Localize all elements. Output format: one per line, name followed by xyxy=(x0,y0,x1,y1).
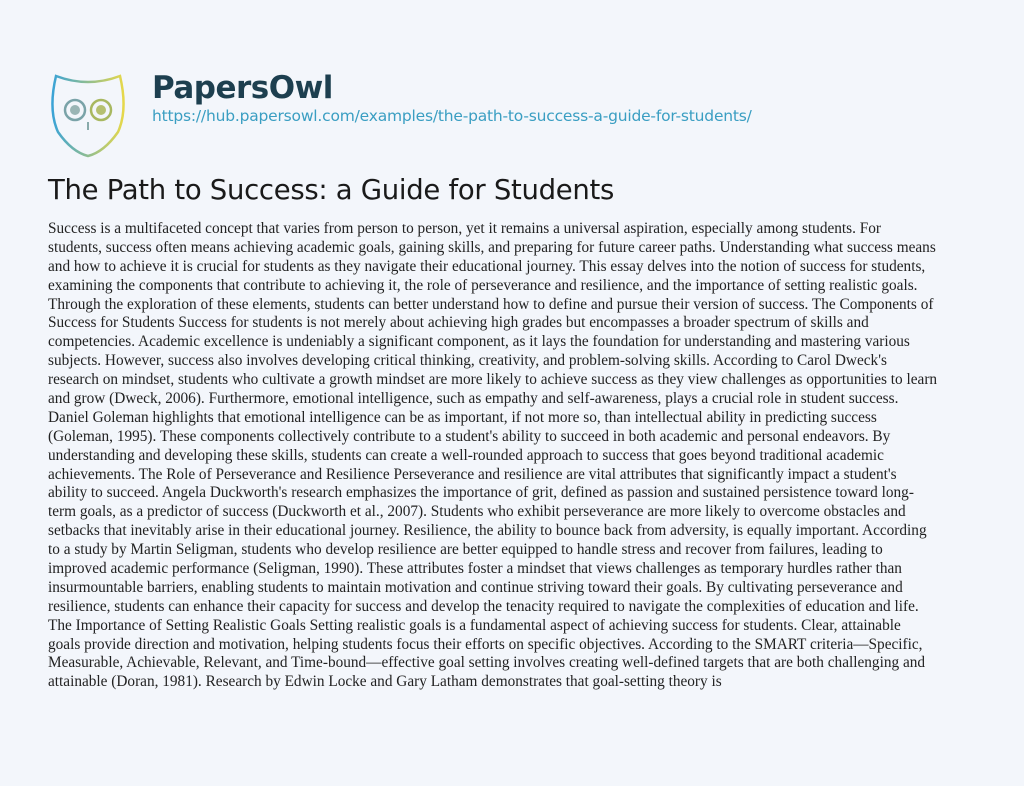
essay-line: insurmountable barriers, enabling students to maintain motivation and continue striving toward their goals. By cultivating perseverance and xyxy=(48,578,903,596)
essay-line: and how to achieve it is crucial for students as they navigate their educational journey. This essay delves into the notion of success for students, xyxy=(48,257,926,275)
essay-line: Success for Students Success for students is not merely about achieving high grades but encompasses a broader spectrum of skills and xyxy=(48,314,869,332)
essay-line: Through the exploration of these elements, students can better understand how to define and pursue their version of success. The Components of xyxy=(48,295,934,313)
essay-line: improved academic performance (Seligman, 1990). These attributes foster a mindset that views challenges as temporary hurdles rather than xyxy=(48,560,902,578)
essay-line: Measurable, Achievable, Relevant, and Time-bound—effective goal setting involves creating well-defined targets that are both challenging and xyxy=(48,654,926,672)
essay-line: term goals, as a predictor of success (Duckworth et al., 2007). Students who exhibit perseverance are more likely to overcome obstacles and xyxy=(48,503,906,521)
essay-line: attainable (Doran, 1981). Research by Edwin Locke and Gary Latham demonstrates that goal-setting theory is xyxy=(48,673,722,691)
essay-line: students, success often means achieving academic goals, gaining skills, and preparing for future career paths. Understanding what success means xyxy=(48,238,936,256)
essay-line: Daniel Goleman highlights that emotional intelligence can be as important, if not more so, than intellectual ability in predicting success xyxy=(48,408,877,426)
essay-line: competencies. Academic excellence is undeniably a significant component, as it lays the foundation for understanding and mastering various xyxy=(48,333,910,351)
essay-line: Success is a multifaceted concept that varies from person to person, yet it remains a universal aspiration, especially among students. For xyxy=(48,220,882,237)
essay-line: The Importance of Setting Realistic Goals Setting realistic goals is a fundamental aspect of achieving success for students. Clear, attainable xyxy=(48,616,901,634)
essay-line: research on mindset, students who cultivate a growth mindset are more likely to achieve success as they view challenges as opportunities to learn xyxy=(48,371,938,389)
essay-line: ability to succeed. Angela Duckworth's research emphasizes the importance of grit, defined as passion and sustained persistence toward long- xyxy=(48,484,914,502)
essay-line: to a study by Martin Seligman, students who develop resilience are better equipped to handle stress and recover from failures, leading to xyxy=(48,541,883,559)
essay-line: (Goleman, 1995). These components collectively contribute to a student's ability to succeed in both academic and personal endeavors. By xyxy=(48,427,891,445)
essay-line: goals provide direction and motivation, helping students focus their efforts on specific objectives. According to the SMART criteria—Specific, xyxy=(48,635,923,653)
essay-body xyxy=(48,220,1018,692)
essay-line: subjects. However, success also involves developing critical thinking, creativity, and problem-solving skills. According to Carol Dweck's xyxy=(48,352,887,370)
essay-line: setbacks that inevitably arise in their educational journey. Resilience, the ability to bounce back from adversity, is equally important. According xyxy=(48,522,927,540)
essay-line: achievements. The Role of Perseverance and Resilience Perseverance and resilience are vital attributes that significantly impact a student's xyxy=(48,465,897,483)
source-url-link[interactable]: https://hub.papersowl.com/examples/the-path-to-success-a-guide-for-students/ xyxy=(152,107,752,125)
brand-name: PapersOwl xyxy=(152,70,333,106)
essay-line: and grow (Dweck, 2006). Furthermore, emotional intelligence, such as empathy and self-awareness, plays a crucial role in student success. xyxy=(48,390,899,408)
page-title: The Path to Success: a Guide for Students xyxy=(48,174,615,206)
owl-logo-icon xyxy=(48,70,128,158)
essay-line: understanding and developing these skills, students can create a well-rounded approach to success that goes beyond traditional academic xyxy=(48,446,884,464)
essay-line: resilience, students can enhance their capacity for success and develop the tenacity required to navigate the complexities of education and life. xyxy=(48,597,919,615)
essay-line: examining the components that contribute to achieving it, the role of perseverance and resilience, and the importance of setting realistic goals. xyxy=(48,276,918,294)
